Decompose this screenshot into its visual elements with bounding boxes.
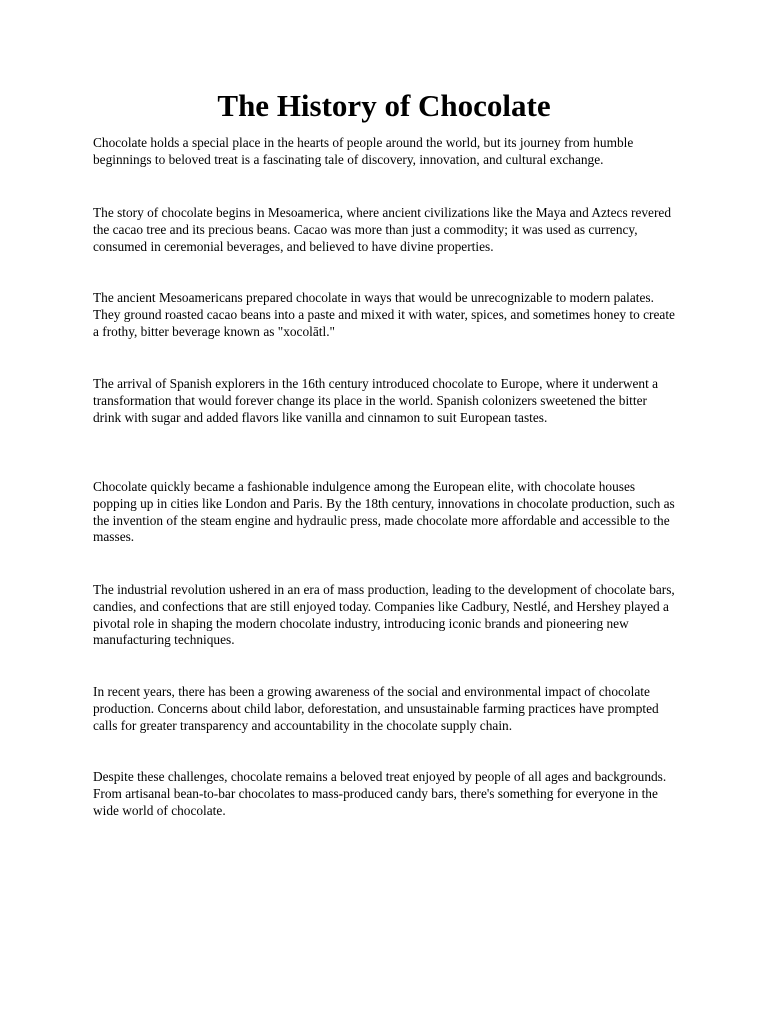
paragraph-spanish-arrival: The arrival of Spanish explorers in the 16th century introduced chocolate to Europe, where it underwent a transformation that would forever change its place in the world. Spanish colonizers sweetened the bitter drink with sugar and added flavors like vanilla and cinnamon to suit European tastes. xyxy=(93,376,659,425)
paragraph-industrial-revolution: The industrial revolution ushered in an era of mass production, leading to the development of chocolate bars, candies, and confections that are still enjoyed today. Companies like Cadbury, Nestlé, and Hershey played a pivotal role in shaping the modern chocolate industry, introducing iconic brands and pioneering new manufacturing techniques. xyxy=(93,582,675,648)
paragraph-european-elite: Chocolate quickly became a fashionable indulgence among the European elite, with chocolate houses popping up in cities like London and Paris. By the 18th century, innovations in chocolate production, such as the invention of the steam engine and hydraulic press, made chocolate more affordable and accessible to the masses. xyxy=(93,479,675,545)
paragraph-recent-years: In recent years, there has been a growing awareness of the social and environmental impact of chocolate production. Concerns about child labor, deforestation, and unsustainable farming practices have prompted calls for greater transparency and accountability in the chocolate supply chain. xyxy=(93,684,659,733)
paragraph-ancient-preparation: The ancient Mesoamericans prepared chocolate in ways that would be unrecognizable to modern palates. They ground roasted cacao beans into a paste and mixed it with water, spices, and sometimes honey to create a frothy, bitter beverage known as "xocolātl." xyxy=(93,290,675,339)
paragraph-conclusion: Despite these challenges, chocolate remains a beloved treat enjoyed by people of all ages and backgrounds. From artisanal bean-to-bar chocolates to mass-produced candy bars, there's something for everyone in the wide world of chocolate. xyxy=(93,769,667,818)
paragraph-mesoamerica: The story of chocolate begins in Mesoamerica, where ancient civilizations like the Maya and Aztecs revered the cacao tree and its precious beans. Cacao was more than just a commodity; it was used as currency, consumed in ceremonial beverages, and believed to have divine properties. xyxy=(93,205,672,254)
paragraph-introduction: Chocolate holds a special place in the hearts of people around the world, but its journey from humble beginnings to beloved treat is a fascinating tale of discovery, innovation, and cultural exchange. xyxy=(93,135,634,167)
page-title: The History of Chocolate xyxy=(217,88,551,123)
